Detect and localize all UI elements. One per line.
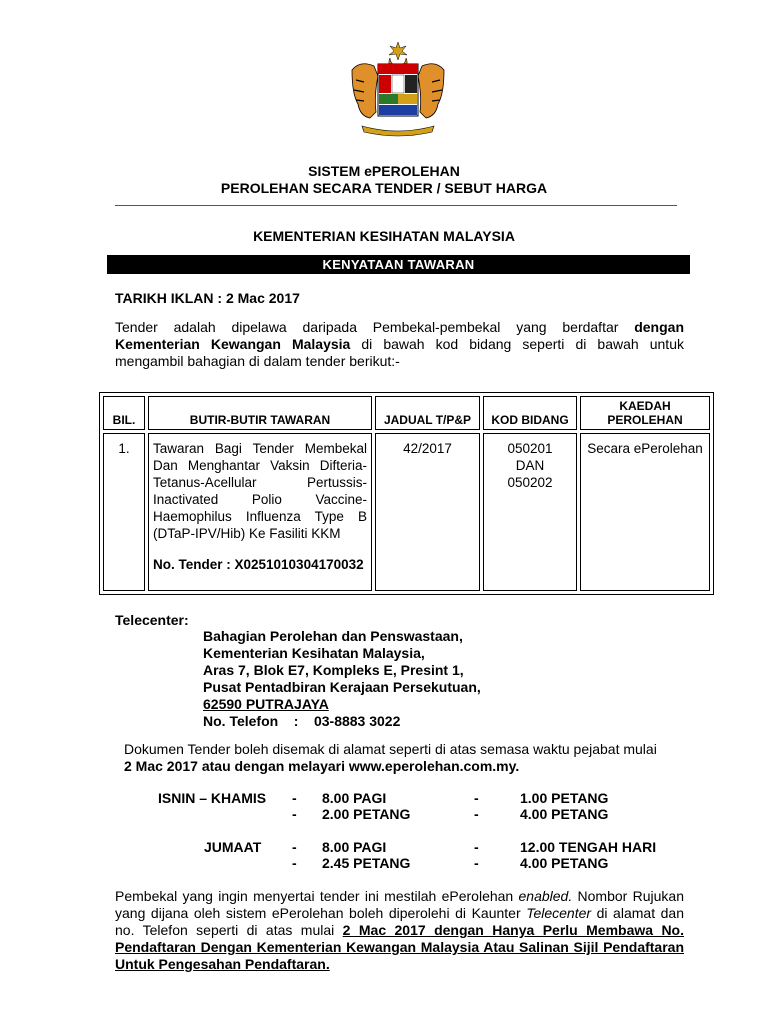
header-butir: BUTIR-BUTIR TAWARAN [148,396,372,430]
time-mon-thu-2b: 4.00 PETANG [520,806,609,822]
dash: - [474,839,479,855]
document-paragraph [124,741,684,775]
telecenter-address [203,628,481,730]
day-friday: JUMAAT [204,839,262,855]
time-mon-thu-1a: 8.00 PAGI [322,790,387,806]
time-mon-thu-1b: 1.00 PETANG [520,790,609,806]
coat-of-arms-emblem [338,40,458,140]
table-row [103,433,710,591]
system-title: SISTEM ePEROLEHAN [308,163,460,179]
header-bil: BIL. [103,396,145,430]
kod-bidang-and: DAN [515,458,545,473]
advert-date: TARIKH IKLAN : 2 Mac 2017 [115,290,300,306]
time-friday-2b: 4.00 PETANG [520,855,609,871]
header-kod-bidang: KOD BIDANG [483,396,577,430]
address-line: Bahagian Perolehan dan Penswastaan, [203,628,463,644]
procurement-type-title: PEROLEHAN SECARA TENDER / SEBUT HARGA [220,180,548,196]
tender-table [99,392,714,595]
time-friday-1a: 8.00 PAGI [322,839,387,855]
day-mon-thu: ISNIN – KHAMIS [158,790,267,806]
cell-jadual: 42/2017 [375,433,480,591]
time-mon-thu-2a: 2.00 PETANG [322,806,411,822]
intro-bold-text: dengan Kementerian Kewangan Malaysia [115,319,684,352]
intro-text-1: Tender adalah dipelawa daripada Pembekal-pembekal yang berdaftar [115,319,635,335]
dash: - [292,790,297,806]
divider-line [115,205,677,206]
footer-italic-enabled: enabled. [518,888,573,904]
address-postcode: 62590 PUTRAJAYA [203,696,329,712]
address-line: Aras 7, Blok E7, Kompleks E, Presint 1, [203,662,464,678]
telecenter-label: Telecenter: [115,612,189,628]
banner-kenyataan-tawaran: KENYATAAN TAWARAN [107,255,690,274]
tender-description: Tawaran Bagi Tender Membekal Dan Menghantar Vaksin Difteria-Tetanus-Acellular Pertussis-Inactivated Polio Vaccine-Haemophilus Influenza Type B (DTaP-IPV/Hib) Ke Fasiliti KKM [153,441,367,541]
address-line: Kementerian Kesihatan Malaysia, [203,645,425,661]
dash: - [474,790,479,806]
kod-bidang-2: 050202 [507,475,553,490]
footer-text-3: di alamat dan no. Telefon seperti di atas mulai [115,905,684,938]
header-kaedah: KAEDAH PEROLEHAN [580,396,710,430]
footer-bold-notice: 2 Mac 2017 dengan Hanya Perlu Membawa No. Pendaftaran Dengan Kementerian Kewangan Malaysia Atau Salinan Sijil Pendaftaran Untuk Pengesahan Pendaftaran. [115,922,684,972]
document-text-1: Dokumen Tender boleh disemak di alamat seperti di atas semasa waktu pejabat mulai [124,741,657,757]
ministry-title: KEMENTERIAN KESIHATAN MALAYSIA [253,228,515,244]
header-jadual: JADUAL T/P&P [375,396,480,430]
kod-bidang-1: 050201 [507,441,553,456]
cell-bil: 1. [103,433,145,591]
footer-text-1: Pembekal yang ingin menyertai tender ini mestilah ePerolehan [115,888,519,904]
cell-kod-bidang [483,433,577,591]
footer-italic-telecenter: Telecenter [526,905,592,921]
footer-text-2: Nombor Rujukan yang dijana oleh sistem ePerolehan boleh diperolehi di Kaunter [115,888,684,921]
footer-paragraph [115,888,684,973]
cell-butir [148,433,372,591]
dash: - [474,855,479,871]
intro-text-2: di bawah kod bidang seperti di bawah untuk mengambil bahagian di dalam tender berikut:- [115,336,684,369]
address-line: Pusat Pentadbiran Kerajaan Persekutuan, [203,679,481,695]
tender-number: No. Tender : X0251010304170032 [153,557,364,572]
dash: - [292,839,297,855]
table-header-row [103,396,710,430]
time-friday-2a: 2.45 PETANG [322,855,411,871]
dash: - [292,855,297,871]
cell-kaedah: Secara ePerolehan [580,433,710,591]
time-friday-1b: 12.00 TENGAH HARI [520,839,657,855]
document-text-2: 2 Mac 2017 atau dengan melayari www.eperolehan.com.my. [124,758,520,774]
intro-paragraph [115,319,684,370]
telephone-number: No. Telefon : 03-8883 3022 [203,713,401,729]
dash: - [474,806,479,822]
dash: - [292,806,297,822]
